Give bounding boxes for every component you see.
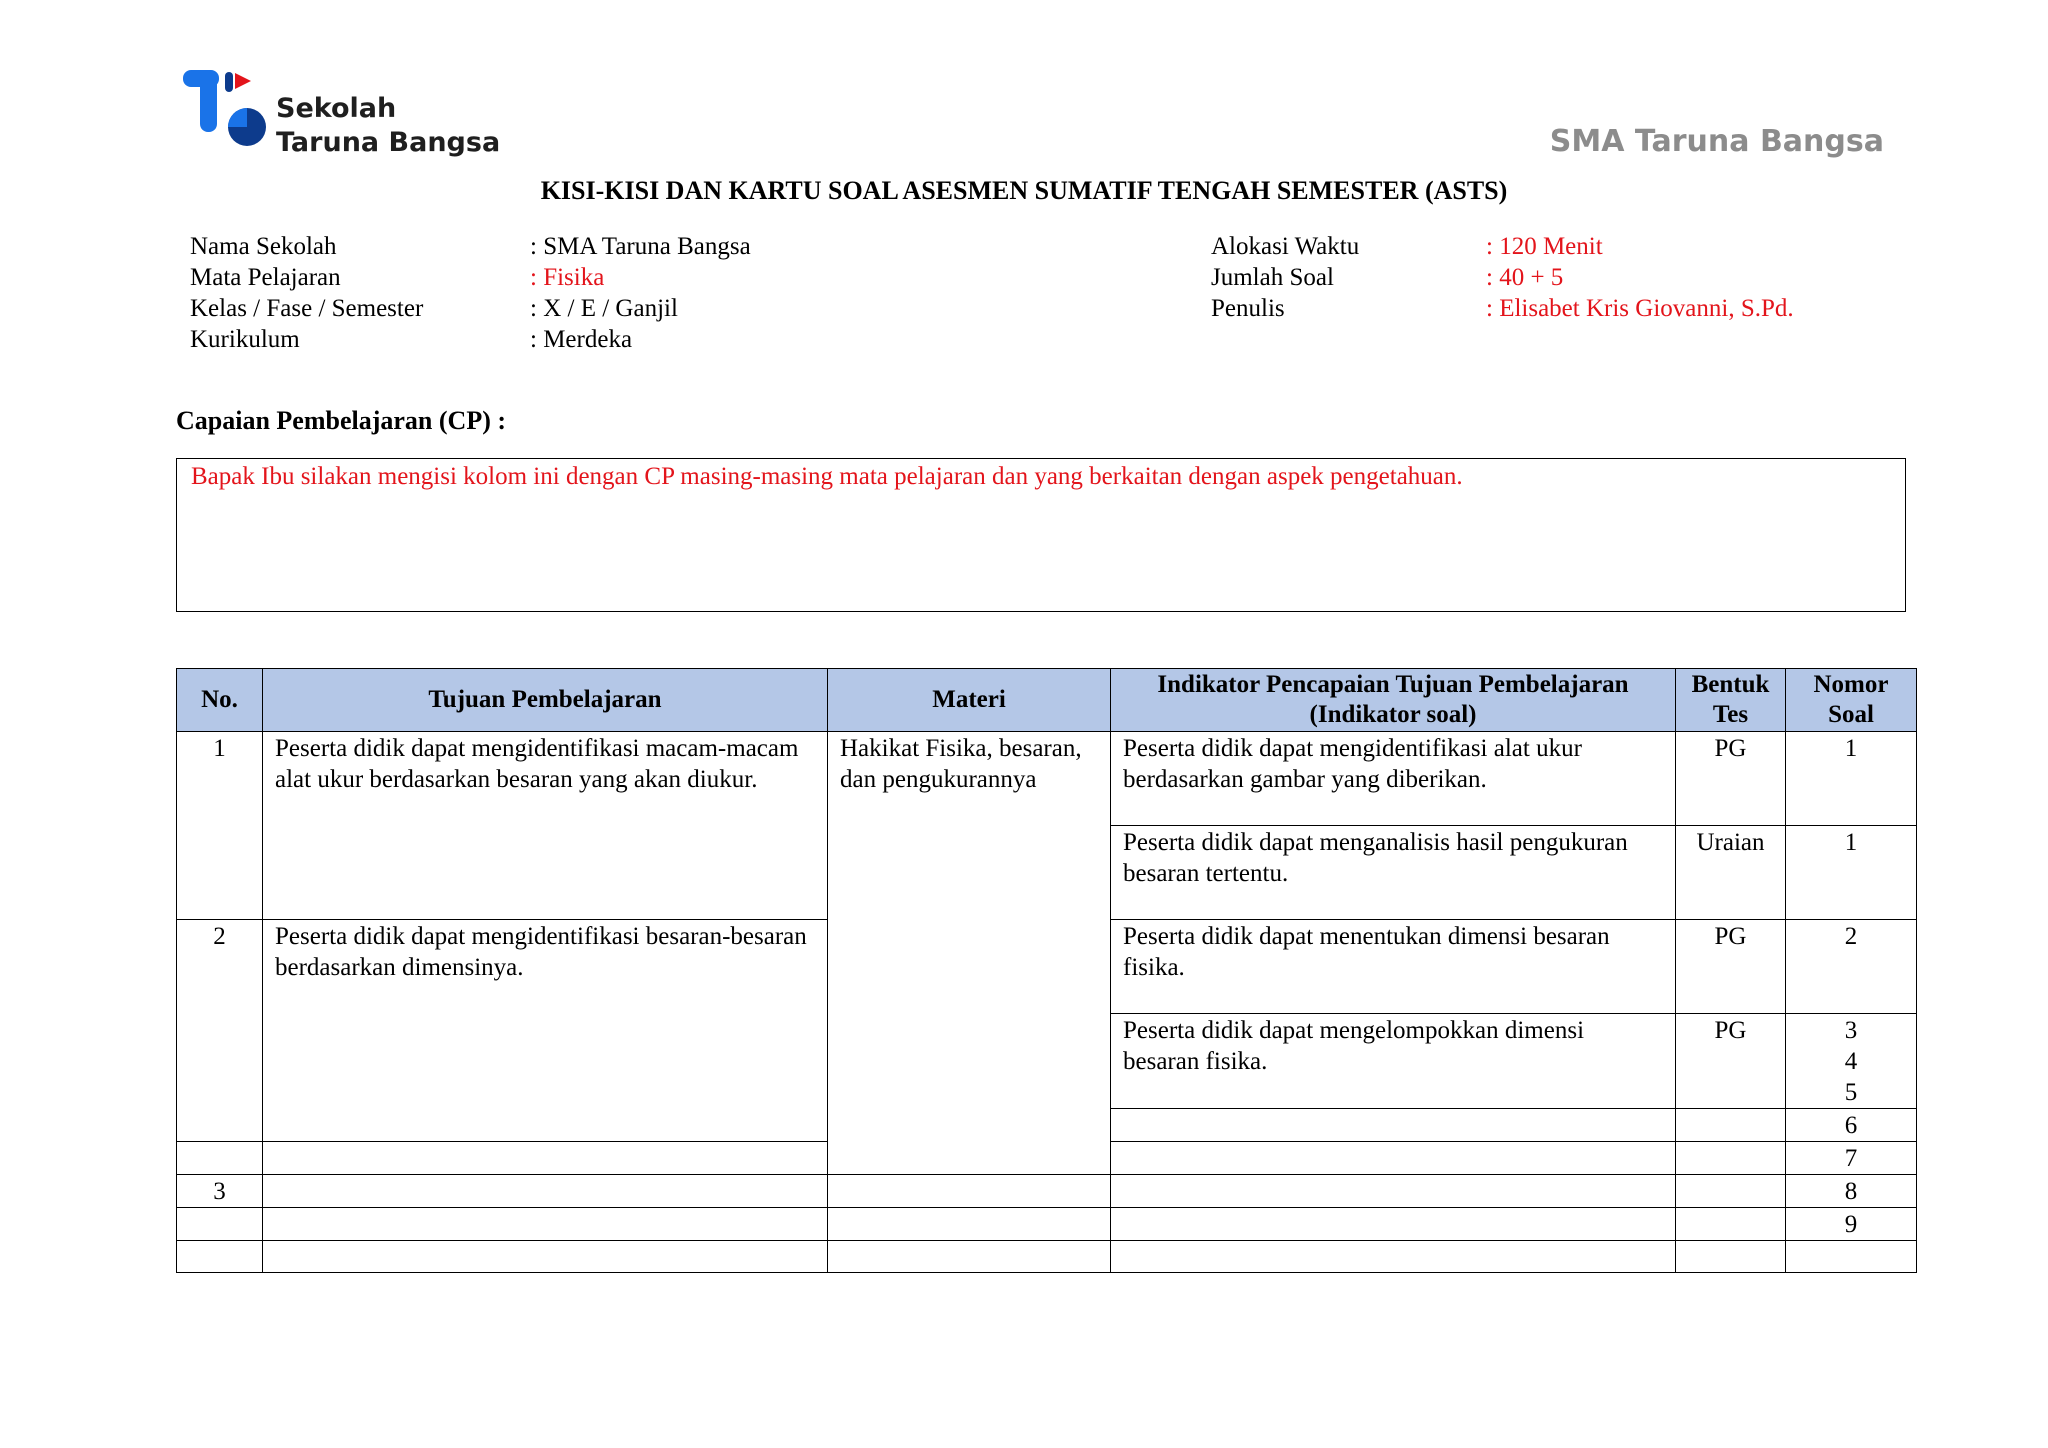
- table-header-row: [177, 669, 1917, 732]
- cp-heading: Capaian Pembelajaran (CP) :: [176, 406, 507, 435]
- cell-indikator: [1111, 1109, 1676, 1142]
- cell-no: 1: [177, 732, 263, 920]
- cell-nomor: 2: [1786, 920, 1917, 1014]
- header-tujuan: Tujuan Pembelajaran: [263, 669, 828, 732]
- logo-shape-bar: [225, 72, 233, 92]
- info-label: Penulis: [1211, 295, 1285, 322]
- cell-tujuan: Peserta didik dapat mengidentifikasi besaran-besaran berdasarkan dimensinya.: [263, 920, 828, 1142]
- info-label: Kurikulum: [190, 326, 300, 353]
- cell-tujuan: [263, 1208, 828, 1241]
- info-label: Mata Pelajaran: [190, 264, 341, 291]
- info-row-penulis: [1211, 293, 1794, 324]
- cell-nomor: 1: [1786, 826, 1917, 920]
- cell-bentuk: [1676, 1208, 1786, 1241]
- cp-placeholder-text: Bapak Ibu silakan mengisi kolom ini dengan CP masing-masing mata pelajaran dan yang berkaitan dengan aspek pengetahuan.: [191, 463, 1463, 490]
- table-row: [177, 1241, 1917, 1273]
- table-row: [177, 732, 1917, 826]
- cp-text-box[interactable]: [176, 458, 1906, 612]
- cell-tujuan: [263, 1142, 828, 1175]
- cell-bentuk: [1676, 1109, 1786, 1142]
- kisi-kisi-table: [176, 668, 1917, 1273]
- cell-indikator: [1111, 1208, 1676, 1241]
- info-label: Alokasi Waktu: [1211, 233, 1360, 260]
- logo-text-line1: Sekolah: [276, 93, 397, 124]
- info-value: : Merdeka: [530, 326, 633, 353]
- cell-indikator: Peserta didik dapat menganalisis hasil pengukuran besaran tertentu.: [1111, 826, 1676, 920]
- info-value: : 120 Menit: [1486, 233, 1603, 260]
- cell-nomor: 1: [1786, 732, 1917, 826]
- cell-materi: [828, 1208, 1111, 1241]
- table-row: [177, 1175, 1917, 1208]
- cell-indikator: [1111, 1142, 1676, 1175]
- cell-nomor: 3 4 5: [1786, 1014, 1917, 1109]
- cell-no: [177, 1142, 263, 1175]
- info-value: : 40 + 5: [1486, 264, 1564, 291]
- document-title: KISI-KISI DAN KARTU SOAL ASESMEN SUMATIF TENGAH SEMESTER (ASTS): [540, 176, 1508, 205]
- logo-circle-quarter: [228, 108, 247, 127]
- header-nomor-soal: Nomor Soal: [1786, 669, 1917, 732]
- cell-indikator: Peserta didik dapat mengidentifikasi alat ukur berdasarkan gambar yang diberikan.: [1111, 732, 1676, 826]
- cell-nomor: 9: [1786, 1208, 1917, 1241]
- info-label: Kelas / Fase / Semester: [190, 295, 424, 322]
- cell-tujuan: [263, 1241, 828, 1273]
- info-row-kurikulum: [190, 324, 751, 355]
- cell-materi: Hakikat Fisika, besaran, dan pengukurannya: [828, 732, 1111, 1175]
- header-no: No.: [177, 669, 263, 732]
- cell-tujuan: Peserta didik dapat mengidentifikasi macam-macam alat ukur berdasarkan besaran yang akan diukur.: [263, 732, 828, 920]
- logo-text: [276, 92, 500, 160]
- info-right: [1211, 231, 1794, 324]
- cell-bentuk: Uraian: [1676, 826, 1786, 920]
- info-label: Nama Sekolah: [190, 233, 337, 260]
- cell-indikator: [1111, 1241, 1676, 1273]
- info-value: : Fisika: [530, 264, 605, 291]
- cell-no: [177, 1208, 263, 1241]
- header-bentuk-tes: Bentuk Tes: [1676, 669, 1786, 732]
- cell-bentuk: PG: [1676, 1014, 1786, 1109]
- info-value: : X / E / Ganjil: [530, 295, 678, 322]
- cell-bentuk: PG: [1676, 732, 1786, 826]
- info-value: : Elisabet Kris Giovanni, S.Pd.: [1486, 295, 1794, 322]
- cell-nomor: [1786, 1241, 1917, 1273]
- cell-tujuan: [263, 1175, 828, 1208]
- info-row-mata-pelajaran: [190, 262, 751, 293]
- info-label: Jumlah Soal: [1211, 264, 1334, 291]
- cell-no: 3: [177, 1175, 263, 1208]
- cell-nomor: 7: [1786, 1142, 1917, 1175]
- info-value: : SMA Taruna Bangsa: [530, 233, 751, 260]
- logo-text-line2: Taruna Bangsa: [276, 127, 501, 158]
- cell-indikator: Peserta didik dapat menentukan dimensi besaran fisika.: [1111, 920, 1676, 1014]
- cell-indikator: Peserta didik dapat mengelompokkan dimensi besaran fisika.: [1111, 1014, 1676, 1109]
- info-row-kelas: [190, 293, 751, 324]
- info-row-jumlah-soal: [1211, 262, 1794, 293]
- info-row-alokasi-waktu: [1211, 231, 1794, 262]
- header-indikator: Indikator Pencapaian Tujuan Pembelajaran (Indikator soal): [1111, 669, 1676, 732]
- cell-materi: [828, 1175, 1111, 1208]
- logo-shape-stem: [200, 70, 217, 132]
- cell-nomor: 6: [1786, 1109, 1917, 1142]
- info-left: [190, 231, 751, 355]
- cell-indikator: [1111, 1175, 1676, 1208]
- cell-no: [177, 1241, 263, 1273]
- table-row: [177, 1208, 1917, 1241]
- cell-nomor: 8: [1786, 1175, 1917, 1208]
- cell-bentuk: [1676, 1175, 1786, 1208]
- info-row-nama-sekolah: [190, 231, 751, 262]
- cell-bentuk: [1676, 1142, 1786, 1175]
- header-materi: Materi: [828, 669, 1111, 732]
- cell-bentuk: [1676, 1241, 1786, 1273]
- cell-no: 2: [177, 920, 263, 1142]
- logo-flag-icon: [235, 73, 251, 89]
- header-school-name: SMA Taruna Bangsa: [1549, 124, 1884, 159]
- cell-bentuk: PG: [1676, 920, 1786, 1014]
- cell-materi: [828, 1241, 1111, 1273]
